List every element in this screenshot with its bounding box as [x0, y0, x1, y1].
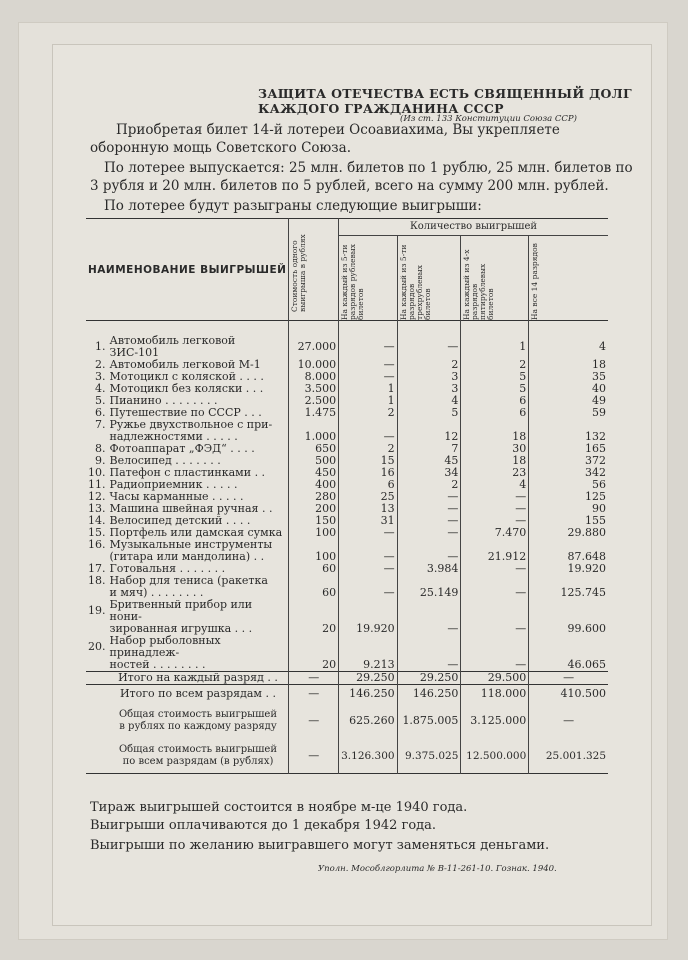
row-count-1: 9.213 [339, 659, 397, 672]
row-prize-name: Патефон с пластинками . . [109, 466, 266, 479]
header-prize-name: НАИМЕНОВАНИЕ ВЫИГРЫШЕЙ [88, 263, 287, 276]
row-index [86, 587, 108, 599]
row-count-4: 29.880 [529, 527, 608, 539]
row-count-3: 7.470 [461, 527, 529, 539]
row-prize-name: Бритвенный прибор или нони- [109, 598, 253, 623]
total-all-c2: 146.250 [397, 685, 461, 704]
row-count-2: 3 [397, 371, 461, 383]
row-count-4: 35 [529, 371, 608, 383]
row-count-3: 4 [461, 479, 529, 491]
row-count-2: 25.149 [397, 587, 461, 599]
row-count-2 [397, 599, 461, 623]
value-each-c4: — [529, 703, 608, 739]
value-each-label [108, 703, 289, 739]
row-prize-name: Пианино . . . . . . . . [109, 394, 218, 407]
row-cost: 100 [289, 551, 339, 563]
row-count-1: 16 [339, 467, 397, 479]
table-row [86, 635, 608, 659]
row-count-3: 6 [461, 407, 529, 419]
row-count-4 [529, 635, 608, 659]
row-count-2: 5 [397, 407, 461, 419]
footer-payout-date: Выигрыши оплачиваются до 1 декабря 1942 года. [90, 818, 437, 833]
row-count-3: 18 [461, 431, 529, 443]
row-count-3: 5 [461, 371, 529, 383]
row-count-3: 23 [461, 467, 529, 479]
header-col-2: На каждый из 5-ти разрядов трехрублевых билетов [398, 244, 432, 320]
row-prize-name: Радиоприемник . . . . . [109, 478, 238, 491]
row-count-4: 90 [529, 503, 608, 515]
row-count-2: — [397, 515, 461, 527]
row-count-2: — [397, 527, 461, 539]
row-prize-name: Велосипед детский . . . . [109, 514, 251, 527]
row-count-1: 2 [339, 443, 397, 455]
row-count-1: — [339, 371, 397, 383]
row-prize-name: Автомобиль легковой М-1 [109, 358, 261, 371]
value-all-c2: 9.375.025 [397, 739, 461, 774]
prize-table [86, 218, 608, 774]
row-count-2: 12 [397, 431, 461, 443]
row-index: 6. [95, 406, 106, 419]
total-each-c2: 29.250 [397, 672, 461, 685]
issue-line-1: По лотерее выпускается: 25 млн. билетов по 1 рублю, 25 млн. билетов по [104, 160, 633, 176]
value-all-c3: 12.500.000 [461, 739, 529, 774]
row-count-1: 15 [339, 455, 397, 467]
total-each-cost: — [289, 672, 339, 685]
total-each-c1: 29.250 [339, 672, 397, 685]
row-cost: 60 [289, 563, 339, 575]
table-row [86, 321, 608, 360]
table-row [86, 659, 608, 672]
header-col-3: На каждый из 4-х разрядов пятирублевых билетов [462, 249, 496, 320]
row-index: 11. [88, 478, 106, 491]
row-index [86, 659, 108, 672]
value-each-c1: 625.260 [339, 703, 397, 739]
row-count-2: 4 [397, 395, 461, 407]
row-count-1: — [339, 551, 397, 563]
row-prize-name: Часы карманные . . . . . [109, 490, 244, 503]
intro-line-2: оборонную мощь Советского Союза. [90, 140, 352, 156]
row-count-2: — [397, 503, 461, 515]
row-prize-name: Музыкальные инструменты [109, 538, 273, 551]
row-count-1: 2 [339, 407, 397, 419]
row-count-1: — [339, 527, 397, 539]
row-count-2: — [397, 491, 461, 503]
row-count-2: 45 [397, 455, 461, 467]
row-index: 19. [88, 604, 106, 617]
value-each-label-2: в рублях по каждому разряду [119, 721, 277, 732]
row-count-3: 2 [461, 359, 529, 371]
row-count-3: 5 [461, 383, 529, 395]
row-index [86, 623, 108, 635]
article-reference: (Из ст. 133 Конституции Союза ССР) [400, 114, 577, 124]
footer-cash-note: Выигрыши по желанию выигравшего могут заменяться деньгами. [90, 838, 550, 853]
row-count-2: — [397, 659, 461, 672]
row-count-3: — [461, 503, 529, 515]
row-count-4: 56 [529, 479, 608, 491]
row-count-3: — [461, 515, 529, 527]
row-index: 5. [95, 394, 106, 407]
row-prize-name: (гитара или мандолина) . . [109, 550, 265, 563]
row-index: 12. [88, 490, 106, 503]
row-index: 16. [88, 538, 106, 551]
row-count-2: 3.984 [397, 563, 461, 575]
row-prize-name: Автомобиль легковой ЗИС-101 [109, 334, 236, 359]
row-cost: 60 [289, 587, 339, 599]
row-count-2 [397, 635, 461, 659]
value-all-c1: 3.126.300 [339, 739, 397, 774]
row-index: 9. [95, 454, 106, 467]
row-prize-name: Фотоаппарат „ФЭД“ . . . . [109, 442, 255, 455]
value-all-label [108, 739, 289, 774]
motto [258, 86, 632, 116]
row-cost: 1.000 [289, 431, 339, 443]
row-cost: 200 [289, 503, 339, 515]
row-count-1 [339, 635, 397, 659]
value-all-cost: — [289, 739, 339, 774]
motto-line-2: КАЖДОГО ГРАЖДАНИНА СССР [258, 101, 504, 116]
row-cost: 27.000 [289, 321, 339, 360]
row-prize-name: Набор для тениса (ракетка [109, 574, 268, 587]
row-count-1: 19.920 [339, 623, 397, 635]
row-index: 17. [88, 562, 106, 575]
row-cost: 3.500 [289, 383, 339, 395]
row-prize-name: Портфель или дамская сумка [109, 526, 283, 539]
row-count-2: — [397, 623, 461, 635]
row-count-4: 155 [529, 515, 608, 527]
row-index: 20. [88, 640, 106, 653]
row-count-3: 1 [461, 321, 529, 360]
row-count-1: 1 [339, 383, 397, 395]
row-cost [289, 635, 339, 659]
row-prize-name: Набор рыболовных принадлеж- [109, 634, 221, 659]
row-index: 13. [88, 502, 106, 515]
row-count-1: — [339, 563, 397, 575]
row-cost: 1.475 [289, 407, 339, 419]
row-count-3: 21.912 [461, 551, 529, 563]
value-all-c4: 25.001.325 [529, 739, 608, 774]
row-cost: 450 [289, 467, 339, 479]
row-count-2: — [397, 321, 461, 360]
row-count-4: 59 [529, 407, 608, 419]
row-count-2: 2 [397, 479, 461, 491]
row-cost: 100 [289, 527, 339, 539]
row-index: 15. [88, 526, 106, 539]
row-count-1 [339, 599, 397, 623]
row-prize-name: Мотоцикл с коляской . . . . [109, 370, 264, 383]
row-cost: 8.000 [289, 371, 339, 383]
header-col-4: На все 14 разрядов [530, 243, 540, 320]
intro-line-1: Приобретая билет 14-й лотереи Осоавиахима, Вы укрепляете [116, 122, 560, 138]
issue-line-2: 3 рубля и 20 млн. билетов по 5 рублей, всего на сумму 200 млн. рублей. [90, 178, 609, 194]
row-count-1: — [339, 359, 397, 371]
row-prize-name: Путешествие по СССР . . . [109, 406, 262, 419]
row-prize-name: Ружье двухствольное с при- [109, 418, 273, 431]
footer-draw-date: Тираж выигрышей состоится в ноябре м-це 1940 года. [90, 800, 468, 815]
row-count-2: 2 [397, 359, 461, 371]
row-cost: 400 [289, 479, 339, 491]
row-cost: 10.000 [289, 359, 339, 371]
row-count-4 [529, 599, 608, 623]
header-count: Количество выигрышей [339, 219, 608, 236]
row-count-4: 125 [529, 491, 608, 503]
row-count-2: 7 [397, 443, 461, 455]
value-all-label-1: Общая стоимость выигрышей [118, 744, 278, 755]
total-all-c1: 146.250 [339, 685, 397, 704]
row-index: 3. [95, 370, 106, 383]
row-count-3: 18 [461, 455, 529, 467]
row-count-3: — [461, 659, 529, 672]
row-prize-name: Велосипед . . . . . . . [109, 454, 221, 467]
row-count-1: — [339, 321, 397, 360]
header-cost: Стоимость одного выигрыша в рублях [290, 233, 308, 312]
imprint: Уполн. Мособлгорлита № В-11-261-10. Гознак. 1940. [318, 864, 557, 874]
row-index: 1. [95, 340, 106, 353]
row-prize-name: ностей . . . . . . . . [109, 658, 206, 671]
total-all-c3: 118.000 [461, 685, 529, 704]
row-prize-name: Готовальня . . . . . . . [109, 562, 226, 575]
row-count-3: 30 [461, 443, 529, 455]
row-prize-name: надлежностями . . . . . [109, 430, 238, 443]
row-count-2: — [397, 551, 461, 563]
motto-line-1: ЗАЩИТА ОТЕЧЕСТВА ЕСТЬ СВЯЩЕННЫЙ ДОЛГ [258, 86, 632, 101]
row-count-2: 3 [397, 383, 461, 395]
total-each-label: Итого на каждый разряд . . [118, 671, 278, 684]
row-index: 10. [88, 466, 106, 479]
row-count-3: — [461, 623, 529, 635]
row-count-1: 1 [339, 395, 397, 407]
row-cost: 20 [289, 659, 339, 672]
row-count-4: 372 [529, 455, 608, 467]
table-row [86, 599, 608, 623]
row-count-1: 31 [339, 515, 397, 527]
row-count-4: 165 [529, 443, 608, 455]
row-count-4: 99.600 [529, 623, 608, 635]
row-index: 8. [95, 442, 106, 455]
total-all-c4: 410.500 [529, 685, 608, 704]
row-count-4: 49 [529, 395, 608, 407]
row-cost: 150 [289, 515, 339, 527]
prizes-intro: По лотерее будут разыграны следующие выигрыши: [104, 198, 482, 214]
row-cost: 20 [289, 623, 339, 635]
row-count-3 [461, 599, 529, 623]
row-count-2: 34 [397, 467, 461, 479]
value-each-c3: 3.125.000 [461, 703, 529, 739]
row-count-1: 6 [339, 479, 397, 491]
row-count-4: 87.648 [529, 551, 608, 563]
row-count-1: 25 [339, 491, 397, 503]
row-count-1: — [339, 587, 397, 599]
row-count-4: 132 [529, 431, 608, 443]
row-count-1: 13 [339, 503, 397, 515]
row-count-4: 125.745 [529, 587, 608, 599]
value-all-label-2: по всем разрядам (в рублях) [122, 756, 274, 767]
row-count-3: — [461, 563, 529, 575]
row-prize-name: и мяч) . . . . . . . . [109, 586, 204, 599]
row-count-3: — [461, 587, 529, 599]
row-count-3 [461, 635, 529, 659]
total-all-label: Итого по всем разрядам . . [119, 687, 276, 700]
row-prize-name: Мотоцикл без коляски . . . [109, 382, 264, 395]
row-cost: 650 [289, 443, 339, 455]
total-all-cost: — [289, 685, 339, 704]
row-count-4: 19.920 [529, 563, 608, 575]
row-index: 14. [88, 514, 106, 527]
value-each-cost: — [289, 703, 339, 739]
row-cost: 280 [289, 491, 339, 503]
row-count-4: 46.065 [529, 659, 608, 672]
value-each-c2: 1.875.005 [397, 703, 461, 739]
row-index: 18. [88, 574, 106, 587]
header-col-1: На каждый из 5-ти разрядов рублевых билетов [340, 244, 366, 320]
row-index: 4. [95, 382, 106, 395]
row-count-4: 4 [529, 321, 608, 360]
row-cost: 500 [289, 455, 339, 467]
row-prize-name: Машина швейная ручная . . [109, 502, 273, 515]
row-index: 2. [95, 358, 106, 371]
total-each-c3: 29.500 [461, 672, 529, 685]
row-prize-name: зированная игрушка . . . [109, 622, 253, 635]
prize-rows [86, 321, 608, 672]
row-count-1: — [339, 431, 397, 443]
row-cost: 2.500 [289, 395, 339, 407]
total-each-c4: — [529, 672, 608, 685]
row-cost [289, 599, 339, 623]
row-index: 7. [95, 418, 106, 431]
row-count-3: — [461, 491, 529, 503]
row-count-4: 40 [529, 383, 608, 395]
row-count-4: 342 [529, 467, 608, 479]
row-count-4: 18 [529, 359, 608, 371]
row-count-3: 6 [461, 395, 529, 407]
value-each-label-1: Общая стоимость выигрышей [118, 709, 278, 720]
